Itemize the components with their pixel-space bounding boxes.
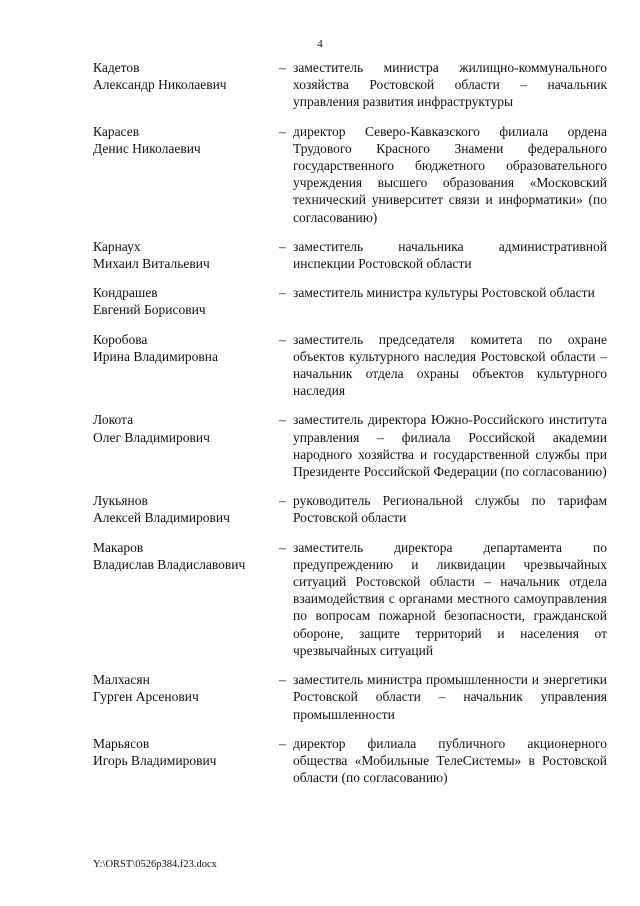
member-position: заместитель министра промышленности и энергетики Ростовской области – начальник управления промышленности xyxy=(293,672,607,722)
member-name xyxy=(93,492,279,526)
member-name xyxy=(93,671,279,723)
member-surname: Коробова xyxy=(93,331,148,347)
member-given-names: Владислав Владиславович xyxy=(93,556,246,572)
member-given-names: Евгений Борисович xyxy=(93,302,206,318)
member-surname: Макаров xyxy=(93,539,144,555)
member-position: директор Северо-Кавказского филиала ордена Трудового Красного Знамени федерального государственного бюджетного образовательного учреждения высшего образования «Московский технический университет связи и информатики» (по согласованию) xyxy=(293,123,607,225)
dash-separator: – xyxy=(279,285,286,301)
dash-separator: – xyxy=(279,539,286,555)
member-given-names: Денис Николаевич xyxy=(93,140,201,156)
member-name xyxy=(93,735,279,787)
member-surname: Лукьянов xyxy=(93,493,148,509)
page-number: 4 xyxy=(317,38,323,50)
member-given-names: Ирина Владимировна xyxy=(93,348,219,364)
member-surname: Карасев xyxy=(93,123,140,139)
member-name xyxy=(93,284,279,318)
list-item xyxy=(93,411,613,480)
member-given-names: Александр Николаевич xyxy=(93,77,227,93)
member-list xyxy=(93,59,613,798)
dash-separator: – xyxy=(279,493,286,509)
list-item xyxy=(93,331,613,400)
dash-separator: – xyxy=(279,331,286,347)
member-surname: Карнаух xyxy=(93,238,141,254)
member-given-names: Гурген Арсенович xyxy=(93,689,199,705)
member-name xyxy=(93,59,279,111)
member-name xyxy=(93,238,279,272)
member-position: заместитель директора департамента по предупреждению и ликвидации чрезвычайных ситуаций Ростовской области – начальник отдела взаимодействия с органами местного самоуправления по вопросам пожарной безопасности, гражданской обороне, защите территорий и населения от чрезвычайных ситуаций xyxy=(293,539,607,658)
member-position: руководитель Региональной службы по тарифам Ростовской области xyxy=(293,493,607,526)
member-surname: Кондрашев xyxy=(93,285,158,301)
list-item xyxy=(93,238,613,272)
dash-separator: – xyxy=(279,123,286,139)
list-item xyxy=(93,123,613,226)
member-surname: Кадетов xyxy=(93,60,140,75)
dash-separator: – xyxy=(279,60,286,75)
member-position: заместитель директора Южно-Российского института управления – филиала Российской академии народного хозяйства и государственной службы при Президенте Российской Федерации (по согласованию) xyxy=(293,412,607,480)
dash-separator: – xyxy=(279,672,286,688)
member-position: директор филиала публичного акционерного общества «Мобильные ТелеСистемы» в Ростовской области (по согласованию) xyxy=(293,735,607,786)
member-name xyxy=(93,123,279,226)
member-surname: Марьясов xyxy=(93,735,150,751)
member-position: заместитель министра культуры Ростовской области xyxy=(293,285,595,301)
list-item xyxy=(93,59,613,111)
dash-separator: – xyxy=(279,238,286,254)
list-item xyxy=(93,671,613,723)
member-surname: Малхасян xyxy=(93,672,150,688)
member-given-names: Алексей Владимирович xyxy=(93,510,230,526)
list-item xyxy=(93,492,613,526)
member-surname: Локота xyxy=(93,412,134,428)
member-position: заместитель министра жилищно-коммунального хозяйства Ростовской области – начальник управления развития инфраструктуры xyxy=(293,60,607,110)
member-given-names: Михаил Витальевич xyxy=(93,256,210,272)
footer-file-path: Y:\ORST\0526p384.f23.docx xyxy=(93,859,217,870)
list-item xyxy=(93,735,613,787)
member-position: заместитель начальника административной инспекции Ростовской области xyxy=(293,238,607,272)
list-item xyxy=(93,539,613,659)
list-item xyxy=(93,284,613,318)
member-name xyxy=(93,411,279,480)
member-given-names: Олег Владимирович xyxy=(93,429,210,445)
member-position: заместитель председателя комитета по охране объектов культурного наследия Ростовской области – начальник отдела охраны объектов культурного наследия xyxy=(293,331,607,399)
member-given-names: Игорь Владимирович xyxy=(93,752,217,768)
member-name xyxy=(93,539,279,659)
dash-separator: – xyxy=(279,735,286,751)
member-name xyxy=(93,331,279,400)
dash-separator: – xyxy=(279,412,286,428)
